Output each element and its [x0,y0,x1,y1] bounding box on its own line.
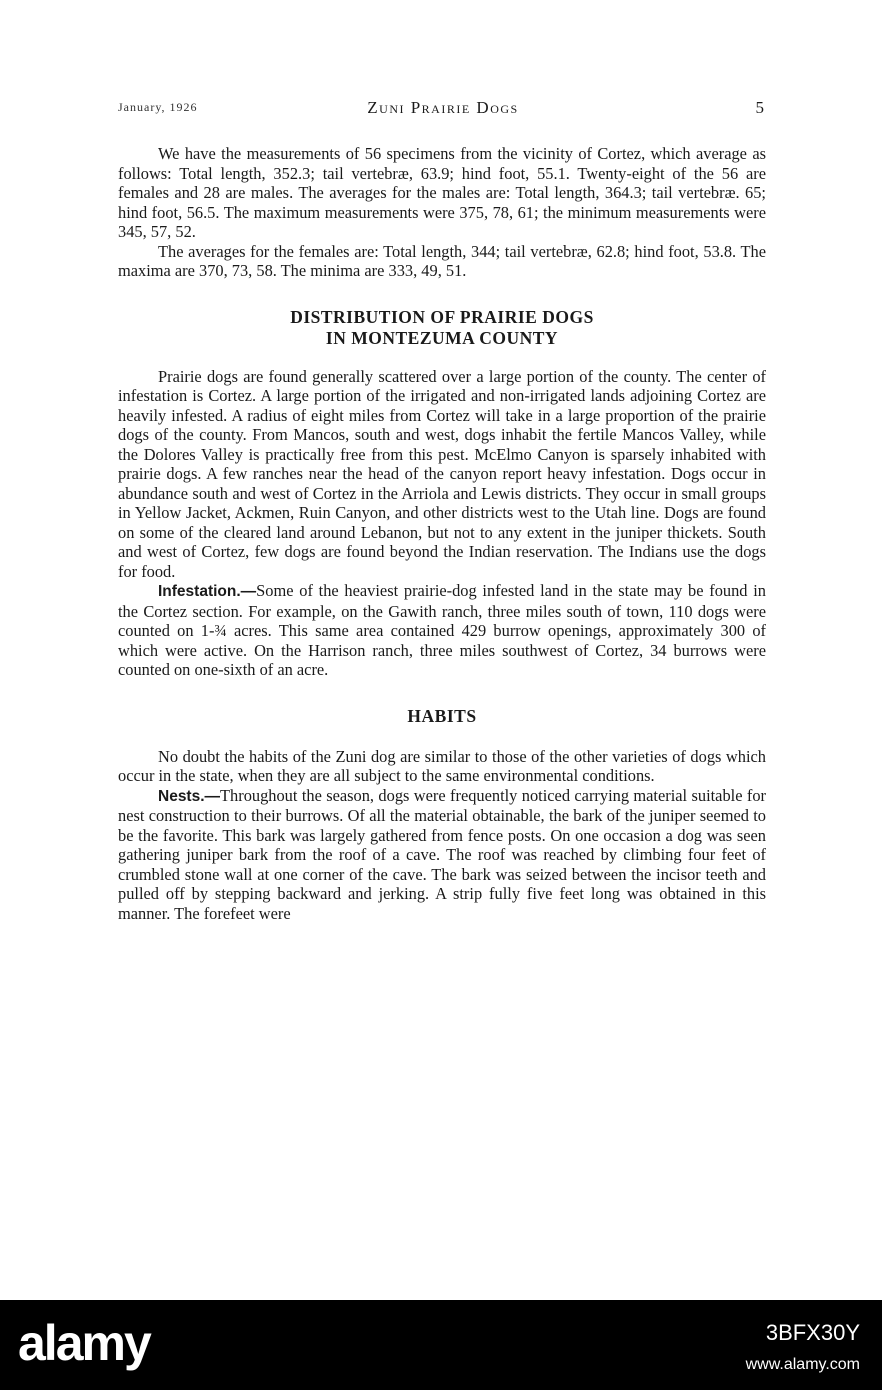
paragraph-infestation [118,581,766,680]
heading-line-1: DISTRIBUTION OF PRAIRIE DOGS [290,306,594,327]
page-number: 5 [755,98,764,117]
image-id: 3BFX30Y [765,1320,860,1345]
watermark-url: www.alamy.com [745,1356,860,1373]
paragraph-measurements: We have the measurements of 56 specimens from the vicinity of Cortez, which average as follows: Total length, 352.3; tail vertebræ, 63.9; hind foot, 55.1. Twenty-eight of the 56 are females and 28 are males. The averages for the males are: Total length, 364.3; tail vertebræ. 65; hind foot, 56.5. The maximum measurements were 375, 78, 61; the minimum measurements were 345, 57, 52. [118,144,766,241]
paragraph-nests [118,786,766,924]
paragraph-female-averages: The averages for the females are: Total length, 344; tail vertebræ, 62.8; hind foot, 53.8. The maxima are 370, 73, 58. The minima are 333, 49, 51. [118,241,766,280]
paragraph-habits: No doubt the habits of the Zuni dog are similar to those of the other varieties of dogs which occur in the state, when they are all subject to the same environmental conditions. [118,746,766,785]
infestation-text: Some of the heaviest prairie-dog infested land in the state may be found in the Cortez section. For example, on the Gawith ranch, three miles south of town, 110 dogs were counted on 1-¾ acres. This same area contained 429 burrow openings, approximately 300 of which were active. On the Harrison ranch, three miles southwest of Cortez, 34 burrows were counted on one-sixth of an acre. [118,581,766,679]
nests-text: Throughout the season, dogs were frequently noticed carrying material suitable for nest construction to their burrows. Of all the material obtainable, the bark of the juniper seemed to be the favorite. This bark was largely gathered from fence posts. On one occasion a dog was seen gathering juniper bark from the roof of a cave. The roof was reached by climbing four feet of crumbled stone wall at one corner of the cave. The bark was seized between the incisor teeth and pulled off by stepping backward and jerking. A strip fully five feet long was obtained in this manner. The forefeet were [118,785,766,923]
paragraph-distribution: Prairie dogs are found generally scattered over a large portion of the county. The center of infestation is Cortez. A large portion of the irrigated and non-irrigated lands adjoining Cortez are heavily infested. A radius of eight miles from Cortez will take in a large proportion of the prairie dogs of the county. From Mancos, south and west, dogs inhabit the fertile Mancos Valley, while the Dolores Valley is practically free from this pest. McElmo Canyon is sparsely inhabited with prairie dogs. A few ranches near the head of the canyon report heavy infestation. Dogs occur in abundance south and west of Cortez in the Arriola and Lewis districts. They occur in small groups in Yellow Jacket, Ackmen, Ruin Canyon, and other districts west to the Utah line. Dogs are found on some of the cleared land around Lebanon, but not to any extent in the juniper thickets. South and west of Cortez, few dogs are found beyond the Indian reservation. The Indians use the dogs for food. [118,366,766,581]
running-head [118,98,768,120]
section-heading-distribution [118,307,766,349]
watermark-banner [0,1300,882,1390]
nests-label: Nests.— [158,787,221,805]
section-heading-habits: HABITS [407,705,477,726]
body-text [118,144,766,923]
alamy-logo: alamy [18,1315,150,1371]
running-head-date: January, 1926 [118,100,198,114]
running-head-title: Zuni Prairie Dogs [367,98,519,117]
heading-line-2: IN MONTEZUMA COUNTY [325,327,559,348]
infestation-label: Infestation.— [158,583,257,600]
